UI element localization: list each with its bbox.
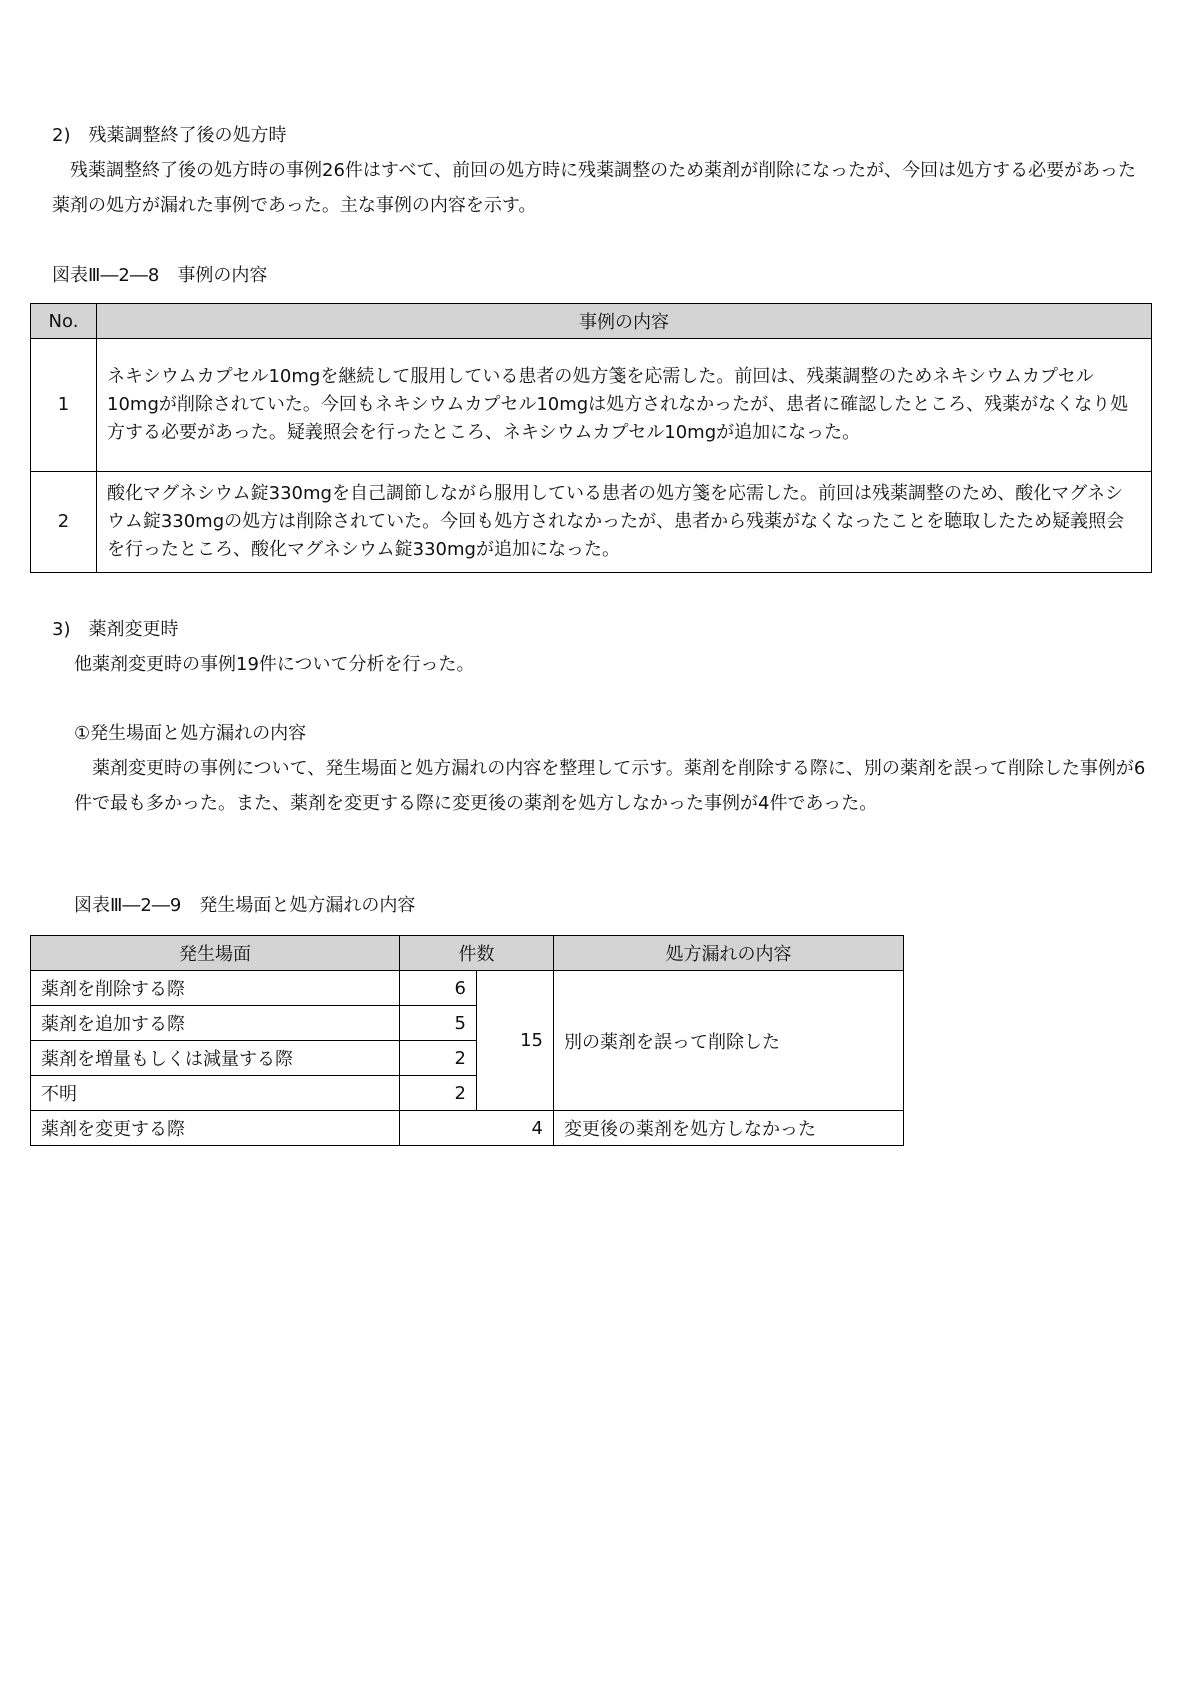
table-row [31, 1111, 904, 1146]
scene: 不明 [31, 1076, 400, 1111]
row-no: 1 [31, 339, 97, 472]
count: 2 [400, 1041, 477, 1076]
header-scene: 発生場面 [31, 936, 400, 971]
count: 5 [400, 1006, 477, 1041]
table1 [30, 303, 1152, 573]
group-total: 15 [477, 971, 554, 1111]
section2-heading: 2) 残薬調整終了後の処方時 [52, 125, 287, 146]
count: 6 [400, 971, 477, 1006]
section3-paragraph: 他薬剤変更時の事例19件について分析を行った。 [74, 654, 475, 675]
scene: 薬剤を削除する際 [31, 971, 400, 1006]
header-no: No. [31, 304, 97, 339]
scene: 薬剤を増量もしくは減量する際 [31, 1041, 400, 1076]
count: 4 [400, 1111, 554, 1146]
group-content: 別の薬剤を誤って削除した [554, 971, 904, 1111]
row-text: ネキシウムカプセル10mgを継続して服用している患者の処方箋を応需した。前回は、残薬調整のためネキシウムカプセル10mgが削除されていた。今回もネキシウムカプセル10mgは処方されなかったが、患者に確認したところ、残薬がなくなり処方する必要があった。疑義照会を行ったところ、ネキシウムカプセル10mgが追加になった。 [97, 339, 1152, 472]
header-content: 事例の内容 [97, 304, 1152, 339]
sub1-paragraph: 薬剤変更時の事例について、発生場面と処方漏れの内容を整理して示す。薬剤を削除する際に、別の薬剤を誤って削除した事例が6件で最も多かった。また、薬剤を変更する際に変更後の薬剤を処方しなかった事例が4件であった。 [74, 758, 1146, 814]
section2-paragraph: 残薬調整終了後の処方時の事例26件はすべて、前回の処方時に残薬調整のため薬剤が削除になったが、今回は処方する必要があった薬剤の処方が漏れた事例であった。主な事例の内容を示す。 [52, 160, 1136, 216]
row-text: 酸化マグネシウム錠330mgを自己調節しながら服用している患者の処方箋を応需した。前回は残薬調整のため、酸化マグネシウム錠330mgの処方は削除されていた。今回も処方されなかったが、患者から残薬がなくなったことを聴取したため疑義照会を行ったところ、酸化マグネシウム錠330mgが追加になった。 [97, 472, 1152, 573]
table2-caption: 図表Ⅲ―2―9 発生場面と処方漏れの内容 [74, 895, 416, 916]
header-content: 処方漏れの内容 [554, 936, 904, 971]
content: 変更後の薬剤を処方しなかった [554, 1111, 904, 1146]
section3-heading: 3) 薬剤変更時 [52, 619, 179, 640]
table-row [31, 971, 904, 1006]
scene: 薬剤を変更する際 [31, 1111, 400, 1146]
table1-caption: 図表Ⅲ―2―8 事例の内容 [52, 265, 268, 286]
row-no: 2 [31, 472, 97, 573]
header-count: 件数 [400, 936, 554, 971]
table-row [31, 472, 1152, 573]
table-row [31, 339, 1152, 472]
count: 2 [400, 1076, 477, 1111]
table2 [30, 935, 904, 1146]
scene: 薬剤を追加する際 [31, 1006, 400, 1041]
sub1-heading: ①発生場面と処方漏れの内容 [74, 723, 307, 744]
